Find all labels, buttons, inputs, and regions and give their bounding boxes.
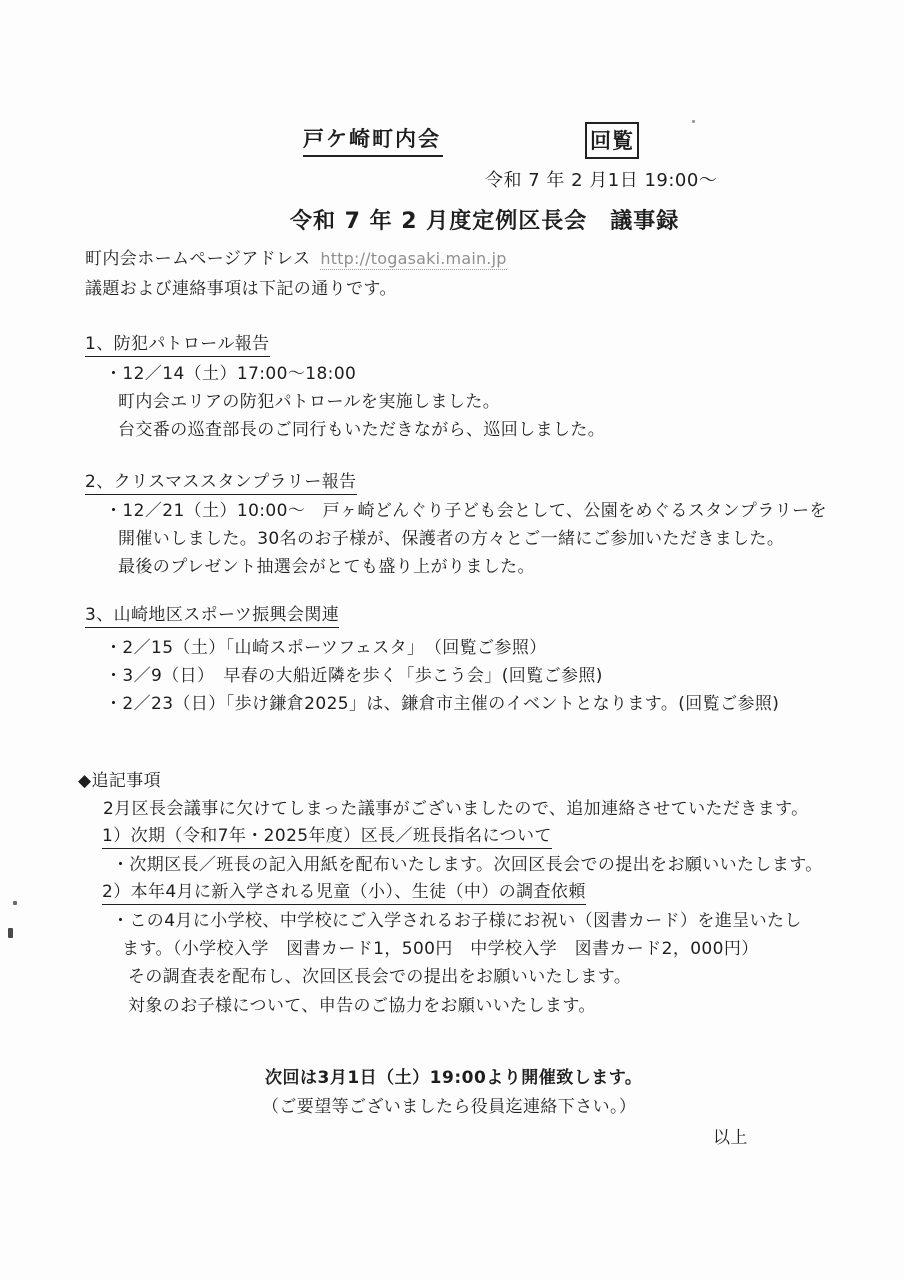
homepage-url: http://togasaki.main.jp bbox=[320, 249, 507, 268]
next-meeting-notice: 次回は3月1日（土）19:00より開催致します。 bbox=[265, 1068, 643, 1088]
scan-speck bbox=[13, 901, 17, 905]
section-1-line-1: ・12／14（土）17:00～18:00 bbox=[105, 364, 357, 384]
section-2-line-3: 最後のプレゼント抽選会がとても盛り上がりました。 bbox=[118, 557, 535, 577]
scan-speck bbox=[8, 928, 13, 938]
footer-note: （ご要望等ございましたら役員迄連絡下さい。） bbox=[262, 1097, 637, 1117]
section-2-line-2: 開催いしました。30名のお子様が、保護者の方々とご一緒にご参加いただきました。 bbox=[118, 529, 785, 549]
circulation-stamp: 回覧 bbox=[585, 122, 639, 159]
section-3-line-3: ・2／23（日）「歩け鎌倉2025」は、鎌倉市主催のイベントとなります。(回覧ご参照) bbox=[105, 694, 780, 714]
section-3-heading: 3、山崎地区スポーツ振興会関連 bbox=[85, 605, 339, 626]
section-3-line-1: ・2／15（土）「山崎スポーツフェスタ」 （回覧ご参照） bbox=[105, 638, 547, 658]
addendum-heading: ◆追記事項 bbox=[78, 771, 162, 791]
addendum-intro: 2月区長会議事に欠けてしまった議事がございましたので、追加連絡させていただきます。 bbox=[103, 799, 809, 819]
closing-word: 以上 bbox=[713, 1128, 748, 1148]
association-name: 戸ケ崎町内会 bbox=[303, 123, 443, 157]
addendum-item2-heading: 2）本年4月に新入学される児童（小）、生徒（中）の調査依頼 bbox=[102, 882, 586, 903]
scan-speck bbox=[692, 120, 695, 123]
addendum-item1-heading: 1）次期（令和7年・2025年度）区長／班長指名について bbox=[102, 826, 552, 847]
intro-text: 議題および連絡事項は下記の通りです。 bbox=[85, 279, 397, 299]
section-1-line-3: 台交番の巡査部長のご同行もいただきながら、巡回しました。 bbox=[118, 420, 606, 440]
section-1-heading: 1、防犯パトロール報告 bbox=[85, 334, 270, 355]
section-2-line-1: ・12／21（土）10:00～ 戸ヶ崎どんぐり子ども会として、公園をめぐるスタンプラリーを bbox=[105, 501, 827, 521]
addendum-item2-line-4: 対象のお子様について、申告のご協力をお願いいたします。 bbox=[128, 996, 596, 1016]
addendum-item2-line-1: ・この4月に小学校、中学校にご入学されるお子様にお祝い（図書カード）を進呈いたし bbox=[112, 911, 802, 931]
section-1-line-2: 町内会エリアの防犯パトロールを実施しました。 bbox=[118, 392, 501, 412]
homepage-label: 町内会ホームページアドレス bbox=[85, 249, 311, 269]
homepage-line bbox=[85, 249, 507, 270]
addendum-item2-line-3: その調査表を配布し、次回区長会での提出をお願いいたします。 bbox=[128, 967, 632, 987]
addendum-item2-line-2: ます。（小学校入学 図書カード1，500円 中学校入学 図書カード2，000円） bbox=[122, 939, 759, 959]
section-2-heading: 2、クリスマススタンプラリー報告 bbox=[85, 472, 357, 493]
meeting-datetime: 令和 7 年 2 月1日 19:00～ bbox=[485, 170, 718, 191]
section-3-line-2: ・3／9（日） 早春の大船近隣を歩く「歩こう会」(回覧ご参照) bbox=[105, 666, 603, 686]
addendum-item1-line: ・次期区長／班長の記入用紙を配布いたします。次回区長会での提出をお願いいたします。 bbox=[112, 855, 823, 875]
page-title: 令和 7 年 2 月度定例区長会 議事録 bbox=[290, 209, 680, 234]
